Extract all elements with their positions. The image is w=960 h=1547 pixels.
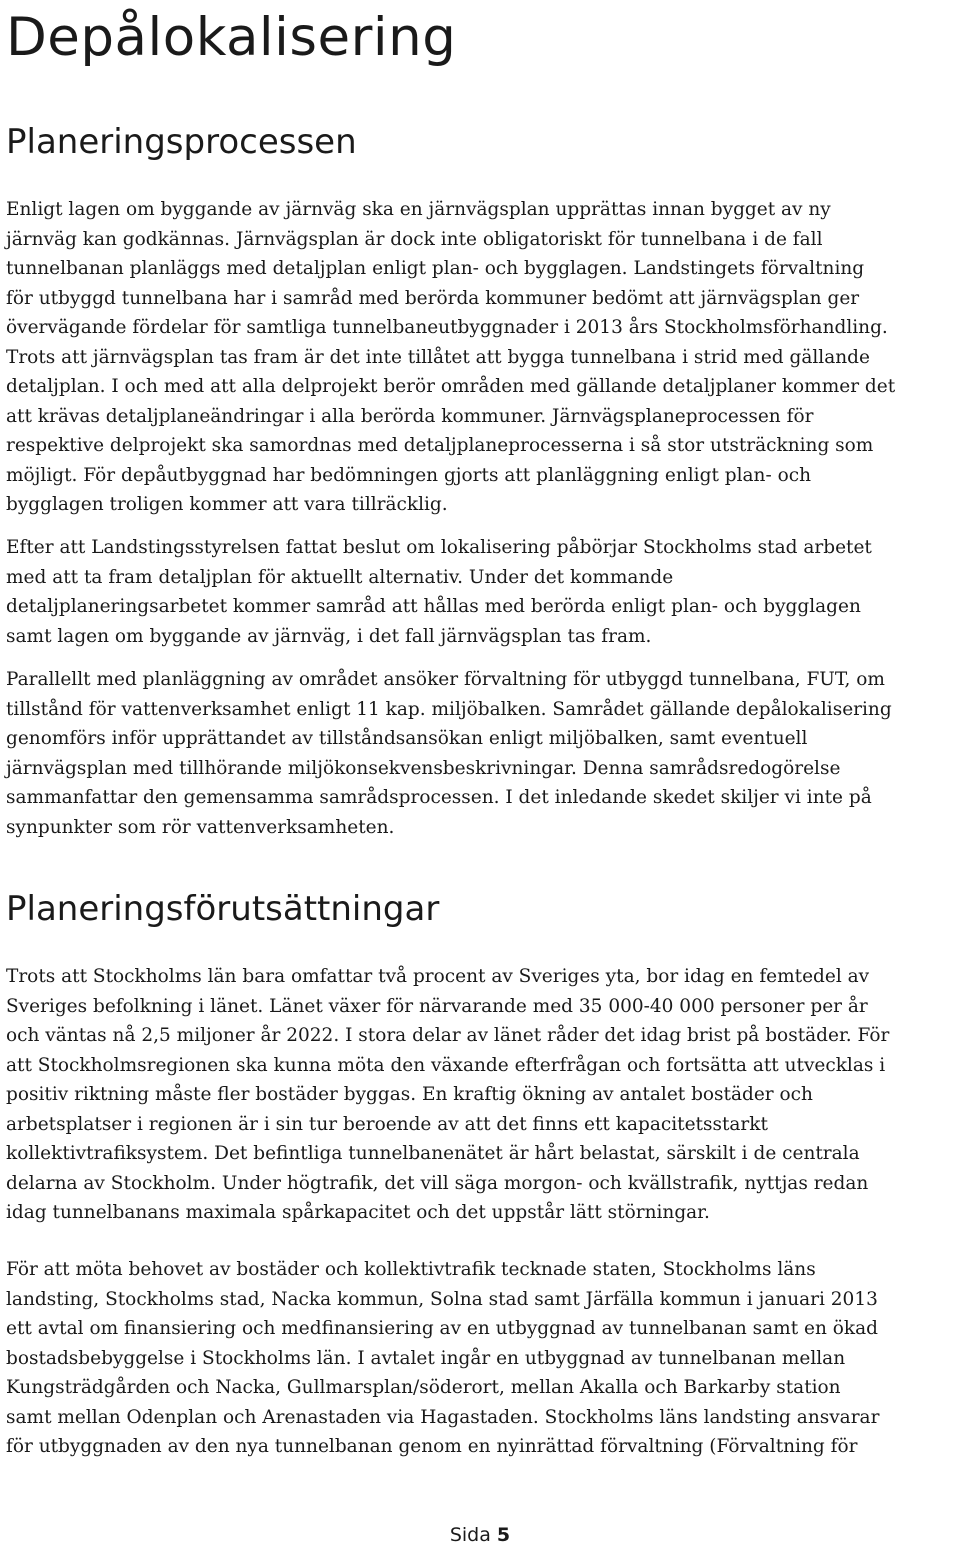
text-line: arbetsplatser i regionen är i sin tur beroende av att det finns ett kapacitetsstarkt [6,1113,768,1135]
text-line: att Stockholmsregionen ska kunna möta den växande efterfrågan och fortsätta att utvecklas i [6,1054,886,1076]
paragraph [6,195,958,520]
text-line: med att ta fram detaljplan för aktuellt alternativ. Under det kommande [6,566,674,588]
section-heading-planeringsprocessen: Planeringsprocessen [6,122,357,162]
text-line: delarna av Stockholm. Under högtrafik, det vill säga morgon- och kvällstrafik, nyttjas redan [6,1172,869,1194]
text-line: Efter att Landstingsstyrelsen fattat beslut om lokalisering påbörjar Stockholms stad arbetet [6,537,872,558]
text-line: Trots att Stockholms län bara omfattar två procent av Sveriges yta, bor idag en femtedel av [6,966,870,987]
text-line: Kungsträdgården och Nacka, Gullmarsplan/söderort, mellan Akalla och Barkarby station [6,1377,841,1398]
text-line: Enligt lagen om byggande av järnväg ska en järnvägsplan upprättas innan bygget av ny [6,199,831,220]
text-line: bygglagen troligen kommer att vara tillräcklig. [6,494,448,515]
text-line: för utbyggnaden av den nya tunnelbanan genom en nyinrättad förvaltning (Förvaltning för [6,1436,858,1457]
text-line: landsting, Stockholms stad, Nacka kommun, Solna stad samt Järfälla kommun i januari 2013 [6,1288,878,1310]
page-footer [0,1523,960,1547]
text-line: respektive delprojekt ska samordnas med detaljplaneprocesserna i så stor utsträckning som [6,435,874,456]
page-label: Sida [449,1524,491,1546]
text-line: För att möta behovet av bostäder och kollektivtrafik tecknade staten, Stockholms läns [6,1259,816,1280]
text-line: tillstånd för vattenverksamhet enligt 11 kap. miljöbalken. Samrådet gällande depålokalisering [6,698,892,720]
text-line: bostadsbebyggelse i Stockholms län. I avtalet ingår en utbyggnad av tunnelbanan mellan [6,1347,846,1369]
text-line: kollektivtrafiksystem. Det befintliga tunnelbanenätet är hårt belastat, särskilt i de centrala [6,1143,860,1164]
text-line: samt mellan Odenplan och Arenastaden via Hagastaden. Stockholms läns landsting ansvarar [6,1406,880,1428]
page-number: 5 [496,1524,511,1546]
text-line: detaljplan. I och med att alla delprojekt berör områden med gällande detaljplaner kommer det [6,376,896,397]
text-line: ett avtal om finansiering och medfinansiering av en utbyggnad av tunnelbanan samt en ökad [6,1318,879,1339]
text-line: sammanfattar den gemensamma samrådsprocessen. I det inledande skedet skiljer vi inte på [6,787,872,808]
paragraph [6,533,958,651]
text-line: övervägande fördelar för samtliga tunnelbaneutbyggnader i 2013 års Stockholmsförhandling. [6,317,888,338]
text-line: samt lagen om byggande av järnväg, i det fall järnvägsplan tas fram. [6,625,652,647]
text-line: för utbyggd tunnelbana har i samråd med berörda kommuner bedömt att järnvägsplan ger [6,287,860,309]
document-title: Depålokalisering [6,7,457,68]
text-line: synpunkter som rör vattenverksamheten. [6,816,395,838]
section-heading-planeringsforutsattningar: Planeringsförutsättningar [6,889,440,929]
text-line: och väntas nå 2,5 miljoner år 2022. I stora delar av länet råder det idag brist på bostäder. För [6,1025,890,1046]
text-line: järnväg kan godkännas. Järnvägsplan är dock inte obligatoriskt för tunnelbana i de fall [6,228,823,250]
text-line: positiv riktning måste fler bostäder byggas. En kraftig ökning av antalet bostäder och [6,1084,813,1105]
paragraph [6,1255,958,1462]
text-line: järnvägsplan med tillhörande miljökonsekvensbeskrivningar. Denna samrådsredogörelse [6,757,841,779]
text-line: möjligt. För depåutbyggnad har bedömningen gjorts att planläggning enligt plan- och [6,464,812,486]
text-line: Trots att järnvägsplan tas fram är det inte tillåtet att bygga tunnelbana i strid med gällande [6,346,870,368]
paragraph [6,962,958,1228]
text-line: detaljplaneringsarbetet kommer samråd att hållas med berörda enligt plan- och bygglagen [6,596,861,617]
text-line: tunnelbanan planläggs med detaljplan enligt plan- och bygglagen. Landstingets förvaltning [6,258,865,279]
text-line: idag tunnelbanans maximala spårkapacitet och det uppstår lätt störningar. [6,1202,710,1223]
text-line: genomförs inför upprättandet av tillståndsansökan enligt miljöbalken, samt eventuell [6,728,808,749]
text-line: att krävas detaljplaneändringar i alla berörda kommuner. Järnvägsplaneprocessen för [6,405,814,427]
paragraph [6,665,958,842]
text-line: Sveriges befolkning i länet. Länet växer för närvarande med 35 000-40 000 personer per år [6,995,868,1017]
text-line: Parallellt med planläggning av området ansöker förvaltning för utbyggd tunnelbana, FUT, om [6,669,885,690]
